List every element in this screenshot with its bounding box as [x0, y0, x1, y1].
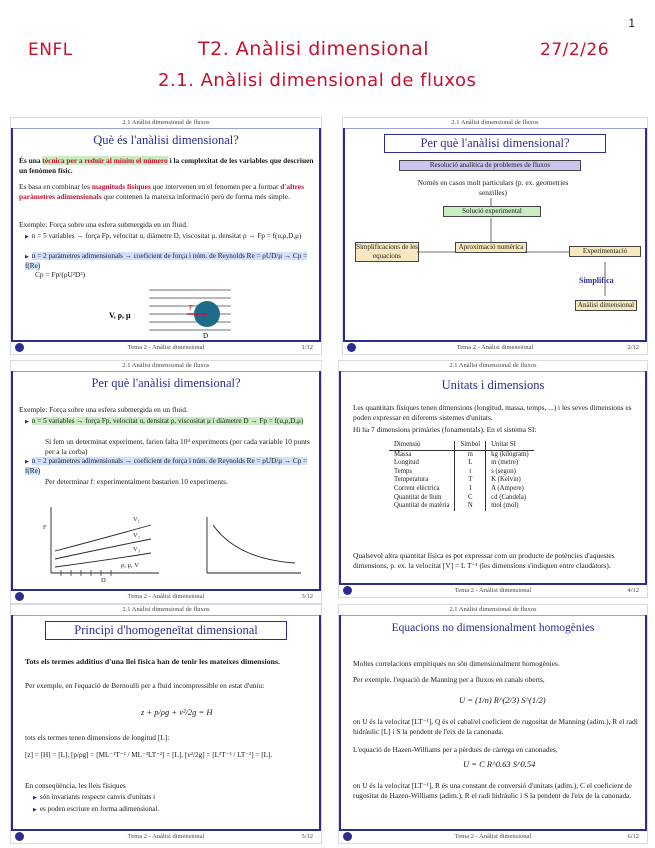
- length-dimensions-text: tots els termes tenen dimensions de longitud [L]:: [25, 733, 170, 742]
- hazen-williams-intro: L'equació de Hazen-Williams per a pèrdues de càrrega en canonades,: [353, 745, 558, 754]
- manning-variables-text: on U és la velocitat [LT⁻¹], Q és el cabal/el coeficient de rugositat de Manning (adim.), R el radi hidràulic [L] i S la pendent de l'eix de la canonada.: [353, 717, 638, 736]
- slide-header: 2.1 Anàlisi dimensional de fluxos: [11, 605, 321, 616]
- slide-footer: Tema 2 - Anàlisi dimensional 6/12: [339, 829, 647, 843]
- date-label: 27/2/26: [540, 40, 610, 60]
- table-row: Quantitat de matèria N mol (mol): [394, 502, 519, 510]
- slide-title: Equacions no dimensionalment homogènies: [391, 622, 595, 634]
- bullet-variables: ▶ n = 5 variables → força Fp, velocitat u, diàmetre D, viscositat μ, densitat ρ → Fp = f(u,ρ,D,μ): [25, 232, 313, 242]
- table-row: Quantitat de llum C cd (Candela): [394, 493, 527, 501]
- dimension-check-equation: [z] = [H] = [L], [p/ρg] = [ML⁻¹T⁻² / ML⁻³LT⁻²] = [L], [v²/2g] = [L²T⁻² / LT⁻²] = [L].: [25, 751, 273, 759]
- slide-header: 2.1 Anàlisi dimensional de fluxos: [343, 118, 647, 129]
- col-unit: Unitat SI: [486, 441, 534, 450]
- slide-6: [338, 604, 648, 844]
- homogeneity-principle: Tots els termes additius d'una llei física han de tenir les mateixes dimensions.: [25, 657, 280, 666]
- slide-footer: Tema 2 - Anàlisi dimensional 3/12: [11, 589, 321, 603]
- slide-header: 2.1 Anàlisi dimensional de fluxos: [11, 118, 321, 129]
- units-intro: Les quantitats físiques tenen dimensions (longitud, massa, temps, ...) i les seves dimensions es poden expressar en diferents sistemes d'unitats.: [353, 403, 632, 422]
- slide-footer: Tema 2 - Anàlisi dimensional 5/12: [11, 829, 321, 843]
- curve-label-v3: V₃: [133, 546, 140, 553]
- slide-title: Què és l'anàlisi dimensional?: [93, 133, 239, 147]
- curve-params-label: ρ, μ, V: [121, 562, 139, 569]
- slide-title: Principi d'homogeneïtat dimensional: [45, 621, 287, 640]
- table-header-row: [389, 441, 534, 450]
- bullet-invariant: ▶ són invariants respecte canvis d'unitats i: [33, 793, 311, 803]
- experimentation-box: Experimentació: [569, 246, 641, 257]
- slide-header: 2.1 Anàlisi dimensional de fluxos: [339, 605, 647, 616]
- slide-footer: Tema 2 - Anàlisi dimensional 4/12: [339, 583, 647, 597]
- experiment-graphs: [41, 503, 311, 583]
- primary-dimensions-text: Hi ha 7 dimensions primàries (fonamentals). En el sistema SI:: [353, 425, 537, 434]
- page-number: 1: [628, 16, 635, 30]
- slide-title: Unitats i dimensions: [441, 378, 545, 392]
- consequence-text: En conseqüència, les lleis físiques: [25, 781, 126, 790]
- bullet-sub-2: Per determinar f: experimentalment bastarien 10 experiments.: [45, 477, 228, 486]
- axis-label-d: D: [101, 577, 106, 583]
- simplification-box: Simplificacions de les equacions: [356, 243, 418, 260]
- slide-footer: Tema 2 - Anàlisi dimensional 1/12: [11, 340, 321, 354]
- bernoulli-intro: Per exemple, en l'equació de Bernoulli per a fluid incompressible en estat d'uniu:: [25, 681, 265, 690]
- table-row: Longitud L m (metre): [394, 459, 519, 467]
- sphere-figure: [107, 284, 237, 342]
- bernoulli-equation: z + p/ρg + v²/2g = H: [141, 707, 213, 717]
- analytic-box: Resolució analítica de problemes de fluxos: [399, 160, 581, 171]
- diameter-label: D: [203, 332, 209, 340]
- experimental-box: Solució experimental: [443, 206, 541, 217]
- dimensions-table: [389, 441, 534, 511]
- table-row: Corrent elèctrica I A (Ampere): [394, 484, 524, 492]
- derived-quantities-text: Qualsevol altra quantitat física es pot expressar com un producte de potències d'aquestes dimensions, p. ex. la velocitat [V] = L T⁻¹ (les dimensions s'indiquen entre claudàtors).: [353, 551, 615, 570]
- bullet-parameters: ▶ n = 2 paràmetres adimensionals → coeficient de força i núm. de Reynolds Re = ρUD/μ → Cp = f(Re): [25, 457, 313, 476]
- slide-header: 2.1 Anàlisi dimensional de fluxos: [339, 361, 647, 372]
- curve-label-v2: V₂: [133, 532, 140, 539]
- definition-text: És una tècnica per a reduir al mínim el número i la complexitat de les variables que descriuen un fenòmen físic.: [19, 156, 314, 175]
- empirical-correlations-text: Moltes correlacions empíriques no són dimensionalment homogènies.: [353, 659, 560, 668]
- topic-title: T2. Anàlisi dimensional: [198, 38, 430, 60]
- manning-intro: Per exemple, l'equació de Manning per a fluxos en canals oberts,: [353, 675, 545, 684]
- hazen-williams-equation: U = C R^0.63 S^0.54: [463, 759, 536, 769]
- slide-header: 2.1 Anàlisi dimensional de fluxos: [11, 361, 321, 372]
- col-dimension: Dimensió: [389, 441, 455, 450]
- manning-equation: U = (1/n) R^(2/3) S^(1/2): [459, 695, 546, 705]
- table-row: Massa m kg (kilogram): [394, 450, 529, 458]
- flow-label: V, ρ, μ: [109, 311, 131, 320]
- bullet-dimensionless: ▶ es poden escriure en forma adimensional.: [33, 805, 311, 815]
- subject-label: ENFL: [28, 40, 73, 60]
- dimensional-analysis-box: Anàlisi dimensional: [575, 300, 637, 311]
- basis-text: Es basa en combinar les magnituds físiques que intervenen en el fenomen per a formar d'altres paràmetres adimensionals que contenen la mateixa informació però de forma més simple.: [19, 182, 304, 201]
- section-title: 2.1. Anàlisi dimensional de fluxos: [158, 70, 477, 91]
- slide-footer: Tema 2 - Anàlisi dimensional 2/12: [343, 340, 647, 354]
- slide-5: [10, 604, 322, 844]
- bullet-sub-1: Si fem un determinat experiment, farien falta 10⁴ experiments (per cada variable 10 punts per a la corba): [45, 437, 310, 456]
- col-symbol: Símbol: [455, 441, 486, 450]
- axis-label-f: F: [43, 524, 47, 531]
- simplifies-label: Simplifica: [579, 276, 614, 285]
- particular-cases-text: Només en casos molt particulars (p. ex. geometries senzilles): [417, 178, 569, 197]
- numerical-box: Aproximació numèrica: [455, 242, 527, 253]
- bullet-variables: ▶ n = 5 variables → força Fp, velocitat u, densitat ρ, viscositat μ i diàmetre D → Fp = f(u,ρ,D,μ): [25, 417, 313, 427]
- slide-3: [10, 360, 322, 604]
- hazen-williams-variables-text: on U és la velocitat [LT⁻¹], R és una constant de conversió d'unitats (adim.), C el coeficient de rugositat de Hazen-Williams (adim.), R el radi hidràulic i S la pendent de l'eix de la canonada.: [353, 781, 632, 800]
- bullet-parameters: ▶ n = 2 paràmetres adimensionals → coeficient de força i núm. de Reynolds Re = ρUD/μ → Cp = f(Re): [25, 252, 313, 271]
- slide-1: [10, 117, 322, 355]
- example-text: Exemple: Força sobre una esfera submergida en un fluid.: [19, 405, 188, 414]
- slide-2: [342, 117, 648, 355]
- table-row: Temperatura T K (Kelvin): [394, 476, 521, 484]
- slide-title: Per què l'anàlisi dimensional?: [91, 376, 241, 390]
- slide-4: [338, 360, 648, 598]
- example-text: Exemple: Força sobre una esfera submergida en un fluid.: [19, 220, 188, 229]
- flow-arrows: [343, 118, 648, 355]
- curve-label-v1: V₁: [133, 516, 140, 523]
- force-coefficient-eq: Cp = Fp/(ρU²D²): [35, 270, 86, 279]
- force-label: F: [189, 304, 193, 312]
- slide-title: Per què l'anàlisi dimensional?: [384, 134, 606, 153]
- table-row: Temps t s (segon): [394, 467, 516, 475]
